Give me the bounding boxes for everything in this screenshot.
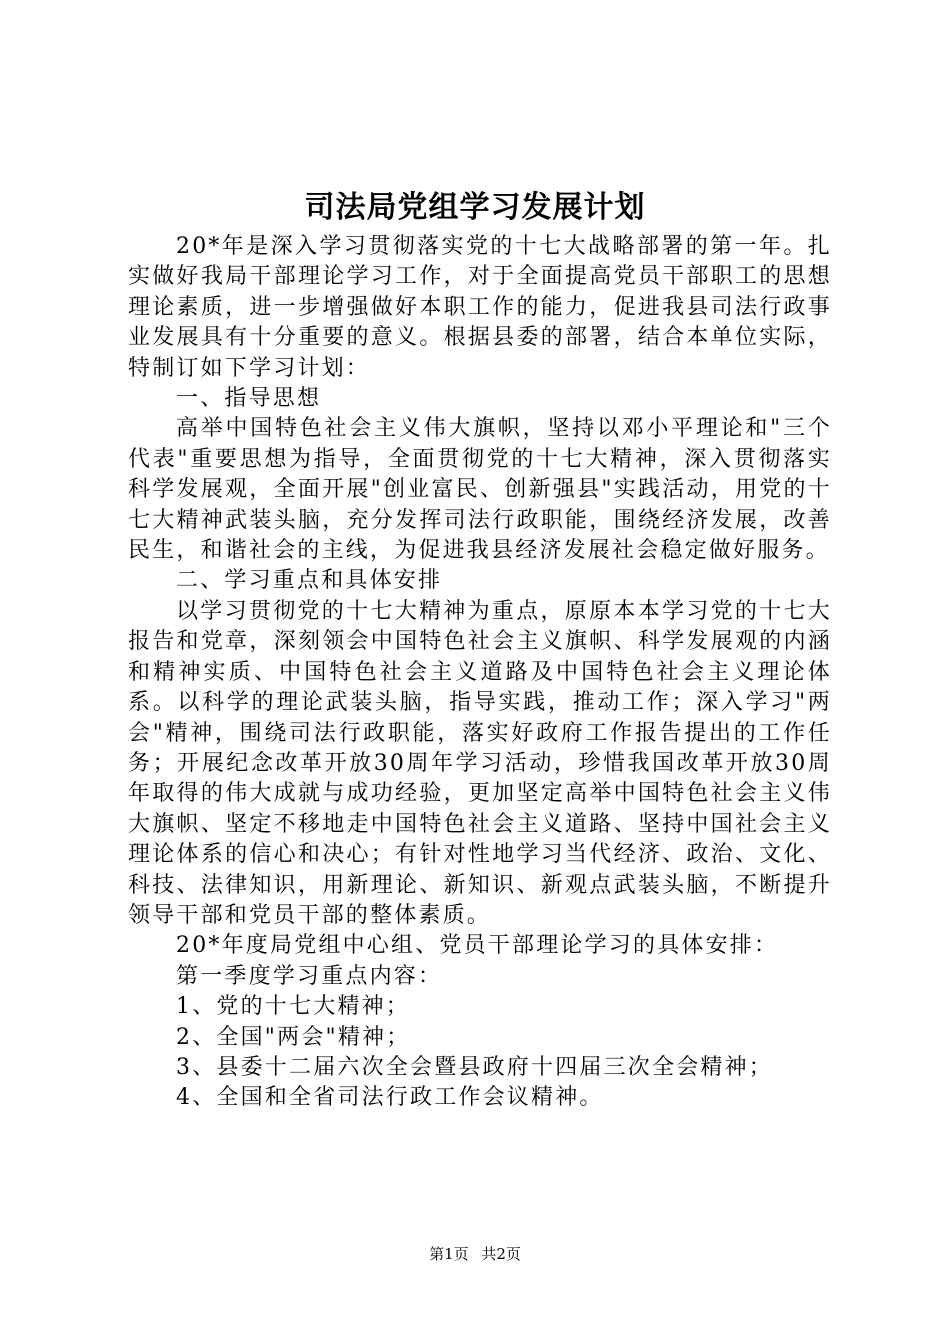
page-footer (0, 1244, 950, 1264)
list-item: 1、党的十七大精神； (176, 994, 410, 1020)
page-number: 第1页 (429, 1245, 469, 1263)
list-item: 4、全国和全省司法行政工作会议精神。 (176, 1085, 604, 1111)
guiding-thought-paragraph: 高举中国特色社会主义伟大旗帜，坚持以邓小平理论和"三个代表"重要思想为指导，全面贯彻党的十七大精神，深入贯彻落实科学发展观，全面开展"创业富民、创新强县"实践活动，用党的十七大精神武装头脑，充分发挥司法行政职能，围绕经济发展，改善民生，和谐社会的主线，为促进我县经济发展社会稳定做好服务。 (128, 416, 832, 564)
list-item: 3、县委十二届六次全会暨县政府十四届三次全会精神； (176, 1054, 773, 1080)
annual-arrangement-heading: 20*年度局党组中心组、党员干部理论学习的具体安排： (176, 933, 779, 959)
list-item: 2、全国"两会"精神； (176, 1024, 411, 1050)
first-quarter-heading: 第一季度学习重点内容： (176, 963, 443, 989)
page-total: 共2页 (481, 1245, 521, 1263)
study-focus-paragraph: 以学习贯彻党的十七大精神为重点，原原本本学习党的十七大报告和党章，深刻领会中国特色社会主义旗帜、科学发展观的内涵和精神实质、中国特色社会主义道路及中国特色社会主义理论体系。以科学的理论武装头脑，指导实践，推动工作；深入学习"两会"精神，围绕司法行政职能，落实好政府工作报告提出的工作任务；开展纪念改革开放30周年学习活动，珍惜我国改革开放30周年取得的伟大成就与成功经验，更加坚定高举中国特色社会主义伟大旗帜、坚定不移地走中国特色社会主义道路、坚持中国社会主义理论体系的信心和决心；有针对性地学习当代经济、政治、文化、科技、法律知识，用新理论、新知识、新观点武装头脑，不断提升领导干部和党员干部的整体素质。 (128, 598, 832, 928)
intro-paragraph: 20*年是深入学习贯彻落实党的十七大战略部署的第一年。扎实做好我局干部理论学习工作，对于全面提高党员干部职工的思想理论素质，进一步增强做好本职工作的能力，促进我县司法行政事业发展具有十分重要的意义。根据县委的部署，结合本单位实际，特制订如下学习计划： (128, 234, 832, 381)
section-heading-study-focus: 二、学习重点和具体安排 (176, 568, 443, 594)
section-heading-guiding-thought: 一、指导思想 (176, 386, 322, 412)
document-title: 司法局党组学习发展计划 (304, 190, 646, 225)
document-body (128, 232, 832, 1114)
